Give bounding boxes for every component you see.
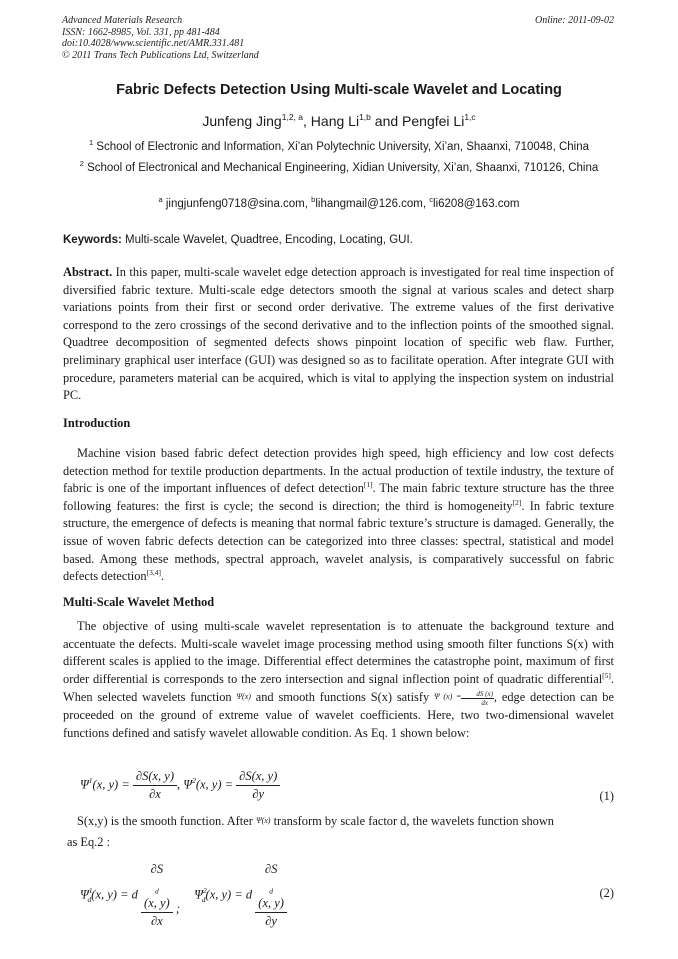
partial-fraction (236, 768, 280, 803)
fraction-denominator: ∂y (252, 787, 265, 801)
intro-text: . (160, 569, 165, 584)
ms-text: , edge detection can be proceeded on the ground of extreme value of wavelet coefficients. Here, two two-dimensional wavelet functions defined and satisfy wavelet allowable condition. As Eq. 1 shown below: (63, 690, 614, 740)
author-separator: , (303, 113, 311, 129)
email-sup: a (158, 195, 163, 204)
introduction-paragraph (63, 445, 614, 586)
keywords-line (63, 234, 413, 246)
math-partial: ∂S (264, 862, 278, 876)
abstract-label: Abstract. (63, 265, 113, 279)
equation-number: (1) (599, 789, 614, 803)
affiliation-2 (60, 161, 618, 176)
copyright-line: © 2011 Trans Tech Publications Ltd, Switzerland (62, 49, 259, 61)
math-separator: ; (175, 901, 180, 916)
fraction-denominator: ∂x (149, 787, 161, 801)
inline-psi-math: Ψ(x) (255, 816, 271, 825)
keywords-label: Keywords: (63, 234, 122, 246)
citation-ref[interactable]: [3,4] (146, 568, 161, 578)
fraction-numerator: dS (x) (461, 690, 494, 699)
affiliation-sup: 1 (88, 138, 94, 147)
email-sup: c (429, 195, 434, 204)
journal-meta (62, 15, 259, 61)
author-separator: and (374, 113, 403, 129)
paper-title: Fabric Defects Detection Using Multi-scale Wavelet and Locating (116, 82, 562, 98)
inline-derivative-fraction (461, 690, 494, 707)
journal-name: Advanced Materials Research (62, 15, 183, 26)
inline-psi-math: Ψ(x) (236, 692, 251, 702)
math-args: (x, y) = (195, 777, 234, 792)
ms-text: and smooth functions S(x) satisfy (250, 690, 435, 705)
email-link[interactable]: lihangmail@126.com, (315, 198, 430, 210)
citation-ref[interactable]: [2] (512, 497, 522, 507)
author-name: Hang Li (310, 113, 360, 129)
math-psi: , Ψ (177, 777, 193, 792)
math-psi: Ψ (80, 777, 89, 792)
fraction-denominator: ∂y (265, 914, 277, 928)
ms-text: The objective of using multi-scale wavelet representation is to attenuate the background texture and accentuate the defects. Multi-scale wavelet image processing method using smooth filter functions S(x) with different scales is applied to the image. Differential effect determines the catastrophe point, maximum of first order differential is corresponds to the zero intersection and signal inflection point of quadratic differential (63, 619, 614, 686)
fraction-numerator (255, 861, 287, 913)
introduction-heading: Introduction (63, 416, 131, 430)
math-sup: 1 (88, 886, 93, 896)
partial-fraction (141, 861, 173, 930)
math-args: (x, y) = d (205, 887, 253, 902)
math-partial: ∂S (150, 862, 164, 876)
equation-1 (80, 768, 280, 803)
intro-text: . The main fabric texture structure has the three following features: the first is cycle; the second is direction; the third is homogeneity (63, 481, 614, 513)
equation-number: (2) (599, 886, 614, 900)
author-sup: 1,c (464, 112, 476, 122)
ms-text: . When selected wavelets function (63, 671, 614, 705)
author-sup: 1,b (359, 112, 371, 122)
email-line (60, 197, 618, 212)
fraction-denominator: ∂x (151, 914, 163, 928)
partial-fraction (255, 861, 287, 930)
affiliation-text: School of Electronical and Mechanical Engineering, Xidian University, Xi’an, Shaanxi, 710126, China (87, 162, 599, 174)
math-args: (x, y) = d (91, 887, 138, 902)
math-sup: 1 (88, 776, 93, 786)
multiscale-heading: Multi-Scale Wavelet Method (63, 595, 215, 609)
math-sup: 2 (203, 886, 207, 896)
email-sup: b (311, 195, 316, 204)
math-psi: Ψ (194, 887, 204, 902)
multiscale-paragraph (63, 618, 614, 742)
email-link[interactable]: li6208@163.com (433, 198, 520, 210)
math-psi: Ψ (80, 887, 89, 902)
math-sub: d (269, 886, 273, 896)
fraction-denominator: dx (481, 699, 488, 708)
after-eq1-continuation: as Eq.2 : (67, 835, 111, 849)
author-sup: 1,2, a (281, 112, 304, 122)
author-list (0, 113, 678, 129)
citation-ref[interactable]: [5] (602, 670, 611, 680)
intro-text: . In fabric texture structure, the emergence of defects is meaning that normal fabric texture’s structure is damaged. Generally, the issue of woven fabric defects detection can be categorized into three classes: spectral, statistical and model based. Among these methods, spectral approach, wavelet analysis, is comparatively successful on fabric defects detection (63, 498, 614, 584)
body-text: S(x,y) is the smooth function. After (77, 814, 256, 828)
author-name: Junfeng Jing (202, 113, 282, 129)
online-date: Online: 2011-09-02 (535, 15, 614, 26)
issn-line: ISSN: 1662-8985, Vol. 331, pp 481-484 (62, 26, 220, 38)
abstract-text: In this paper, multi-scale wavelet edge detection approach is investigated for real time inspection of diversified fabric texture. Multi-scale edge detectors smooth the signal at various scales and detect sharp variations points from their first or second order derivative. The extreme values of the first derivative correspond to the zero crossings of the second derivative and to the inflection points of the smoothed signal. Quadtree decomposition of segmented defects shows pinpoint location of specific web flaw. Further, preliminary graphical user interface (GUI) was designed so as to facilitate operation. After integrate GUI with procedure, parameters material can be acquired, which is vital to applying the inspection system on industrial PC. (63, 265, 614, 403)
author-name: Pengfei Li (402, 113, 465, 129)
partial-fraction (133, 768, 177, 803)
math-args: (x, y) (258, 896, 284, 910)
math-sup: 2 (192, 776, 196, 786)
affiliation-1 (60, 140, 618, 155)
fraction-numerator: ∂S(x, y) (133, 768, 177, 786)
affiliation-text: School of Electronic and Information, Xi’an Polytechnic University, Xi’an, Shaanxi, 710048, China (96, 141, 590, 153)
citation-ref[interactable]: [1] (363, 480, 373, 490)
inline-satisfy-lhs: Ψ (x) = (434, 692, 462, 702)
equation-2 (80, 861, 287, 930)
fraction-numerator: ∂S(x, y) (236, 768, 280, 786)
doi-line: doi:10.4028/www.scientific.net/AMR.331.481 (62, 38, 245, 49)
fraction-numerator (141, 861, 173, 913)
keywords-text: Multi-scale Wavelet, Quadtree, Encoding, Locating, GUI. (125, 234, 413, 246)
body-text: transform by scale factor d, the wavelets function shown (270, 814, 555, 828)
email-link[interactable]: jingjunfeng0718@sina.com, (165, 198, 312, 210)
math-sub: d (201, 894, 206, 904)
math-sub: d (154, 886, 159, 896)
intro-text: Machine vision based fabric defect detection provides high speed, high efficiency and low cost defects detection method for textile production departments. In the actual production of textile industry, the texture of fabric is one of the important influences of defect detection (63, 446, 614, 496)
affiliation-sup: 2 (79, 159, 84, 168)
math-args: (x, y) = (92, 777, 130, 792)
math-sub: d (87, 894, 92, 904)
after-eq1-line (63, 812, 614, 831)
math-args: (x, y) (144, 896, 170, 910)
abstract-paragraph (63, 264, 614, 405)
